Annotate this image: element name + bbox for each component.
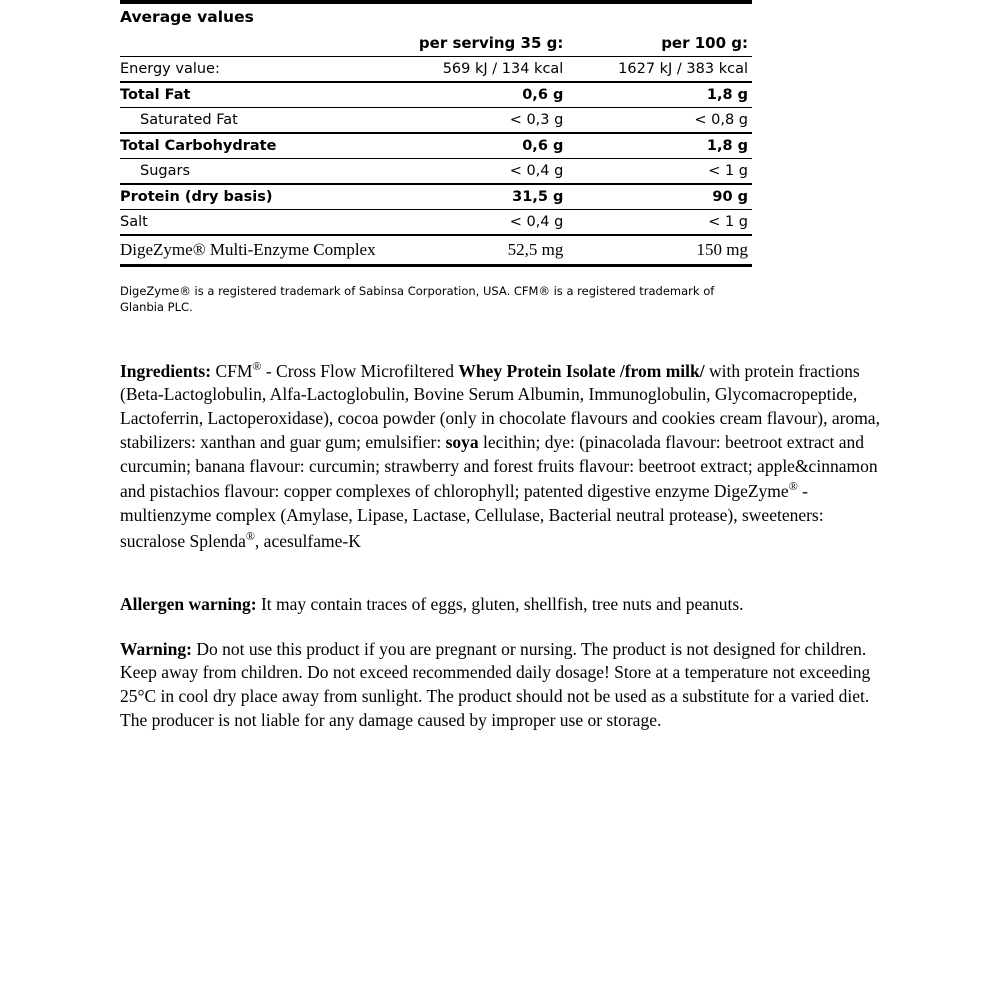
ingredients-bold-1: Whey Protein Isolate /from milk/ bbox=[458, 360, 705, 381]
allergen-text: It may contain traces of eggs, gluten, shellfish, tree nuts and peanuts. bbox=[256, 593, 744, 614]
header-label bbox=[120, 30, 411, 57]
allergen-label: Allergen warning: bbox=[120, 593, 257, 614]
table-header-row bbox=[120, 30, 752, 57]
ingredients-text-1: CFM bbox=[211, 360, 253, 381]
row-label: Energy value: bbox=[120, 57, 411, 83]
row-100g-value: 1,8 g bbox=[581, 82, 752, 108]
row-serving-value: < 0,4 g bbox=[411, 159, 582, 185]
ingredients-text-4: lecithin; dye: (pinacolada flavour: beetroot extract and curcumin; banana flavour: curcumin; strawberry and forest fruits flavour: beetroot extract; apple&cinnamon and pistachios flavour: copper complexes of chlorophyll; patented digestive enzyme DigeZyme bbox=[120, 431, 878, 502]
table-row bbox=[120, 108, 752, 134]
row-label: Saturated Fat bbox=[120, 108, 411, 134]
warning-label: Warning: bbox=[120, 638, 192, 659]
table-title: Average values bbox=[120, 8, 254, 26]
row-serving-value: 0,6 g bbox=[411, 133, 582, 159]
row-100g-value: 1,8 g bbox=[581, 133, 752, 159]
table-title-spacer-1 bbox=[411, 4, 582, 30]
ingredients-text-6: , acesulfame-K bbox=[254, 530, 361, 551]
warning-text: Do not use this product if you are pregnant or nursing. The product is not designed for children. Keep away from children. Do not exceed recommended daily dosage! Store at a temperature not exceeding 25°C in cool dry place away from sunlight. The product should not be used as a substitute for a varied diet. The producer is not liable for any damage caused by improper use or storage. bbox=[120, 638, 871, 730]
nutrition-table-body bbox=[120, 4, 752, 264]
row-100g-value: 90 g bbox=[581, 184, 752, 210]
table-row bbox=[120, 210, 752, 236]
warning-paragraph bbox=[120, 638, 880, 733]
enzyme-serving-value: 52,5 mg bbox=[411, 235, 582, 264]
row-label: Total Carbohydrate bbox=[120, 133, 411, 159]
table-title-row bbox=[120, 4, 752, 30]
row-serving-value: 569 kJ / 134 kcal bbox=[411, 57, 582, 83]
nutrition-table-wrapper bbox=[120, 0, 752, 267]
table-row bbox=[120, 57, 752, 83]
row-serving-value: 0,6 g bbox=[411, 82, 582, 108]
nutrition-table bbox=[120, 4, 752, 264]
allergen-paragraph bbox=[120, 593, 880, 617]
ingredients-text-5: - multienzyme complex (Amylase, Lipase, Lactase, Cellulase, Bacterial neutral protease), sweeteners: sucralose Splenda bbox=[120, 481, 824, 551]
ingredients-sup-3: ® bbox=[245, 528, 255, 543]
trademark-note: DigeZyme® is a registered trademark of Sabinsa Corporation, USA. CFM® is a registered trademark of Glanbia PLC. bbox=[120, 284, 715, 314]
table-title-spacer-2 bbox=[581, 4, 752, 30]
enzyme-100g-value: 150 mg bbox=[581, 235, 752, 264]
ingredients-paragraph bbox=[120, 358, 880, 554]
enzyme-label: DigeZyme® Multi-Enzyme Complex bbox=[120, 235, 411, 264]
row-label: Sugars bbox=[120, 159, 411, 185]
header-per-serving: per serving 35 g: bbox=[418, 34, 564, 52]
table-bottom-rule bbox=[120, 264, 752, 267]
table-row bbox=[120, 184, 752, 210]
ingredients-sup-1: ® bbox=[252, 358, 262, 373]
table-row bbox=[120, 82, 752, 108]
ingredients-bold-2: soya bbox=[445, 431, 479, 452]
ingredients-label: Ingredients: bbox=[120, 360, 212, 381]
row-label: Salt bbox=[120, 210, 411, 236]
table-row bbox=[120, 159, 752, 185]
row-label: Protein (dry basis) bbox=[120, 184, 411, 210]
row-serving-value: 31,5 g bbox=[411, 184, 582, 210]
row-serving-value: < 0,3 g bbox=[411, 108, 582, 134]
table-row bbox=[120, 133, 752, 159]
row-label: Total Fat bbox=[120, 82, 411, 108]
ingredients-text-2: - Cross Flow Microfiltered bbox=[261, 360, 459, 381]
row-100g-value: < 1 g bbox=[581, 210, 752, 236]
ingredients-text-3: with protein fractions (Beta-Lactoglobulin, Alfa-Lactoglobulin, Bovine Serum Albumin, Immunoglobulin, Glycomacropeptide, Lactoferrin, Lactoperoxidase), cocoa powder (only in chocolate flavours and cookies cream flavour), aroma, stabilizers: xanthan and guar gum; emulsifier: bbox=[120, 360, 880, 452]
row-100g-value: < 0,8 g bbox=[581, 108, 752, 134]
row-serving-value: < 0,4 g bbox=[411, 210, 582, 236]
row-100g-value: < 1 g bbox=[581, 159, 752, 185]
header-per-100g: per 100 g: bbox=[661, 34, 748, 52]
row-100g-value: 1627 kJ / 383 kcal bbox=[581, 57, 752, 83]
table-row-enzyme bbox=[120, 235, 752, 264]
ingredients-sup-2: ® bbox=[788, 479, 798, 494]
